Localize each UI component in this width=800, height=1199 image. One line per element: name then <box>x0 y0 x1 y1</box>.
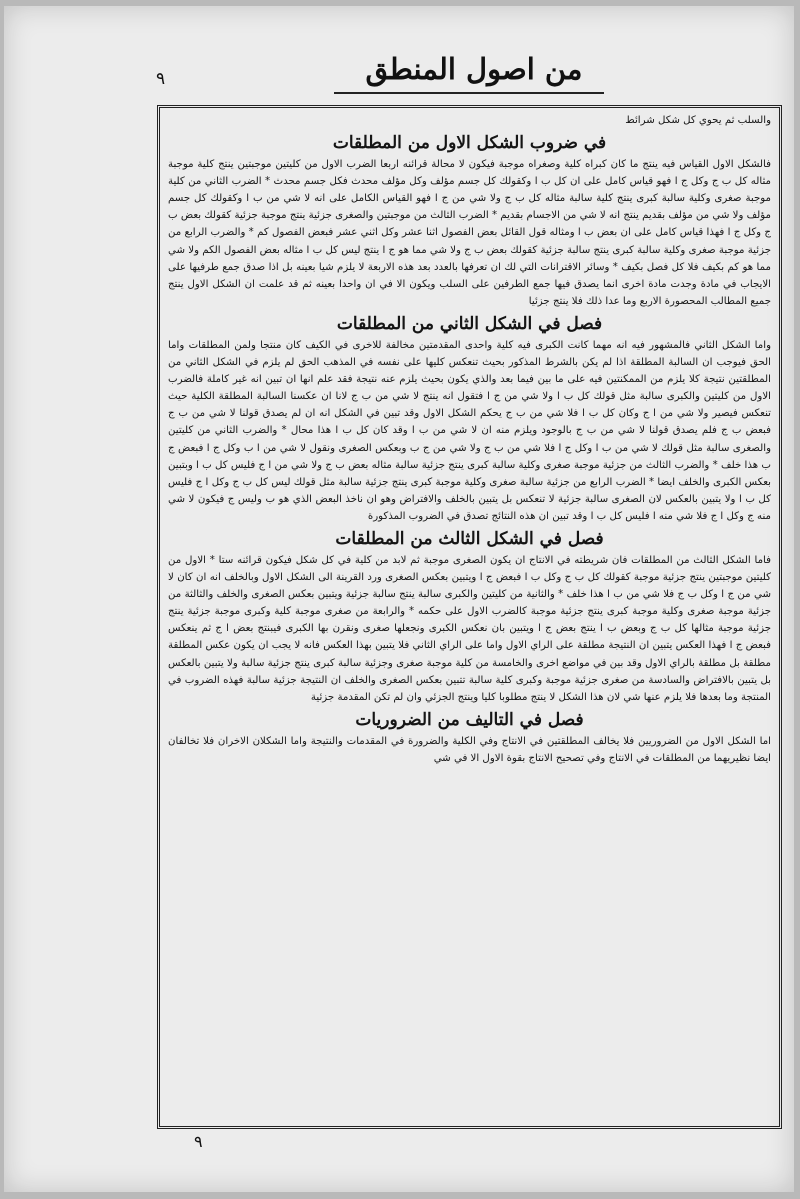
text-frame <box>157 105 782 1129</box>
header-rule <box>334 92 604 94</box>
section-text-third-figure: فاما الشكل الثالث من المطلقات فان شريطته في الانتاج ان يكون الصغرى موجبة ثم لابد من كلية في كل شكل فيكون قرائنه ستا * الاول من كليتين موجبتين ينتج جزئية موجبة كقولك كل ب ج وكل ب ا فبعض ج ا ويتبين بعكس الصغرى ورد القرينة الى الشكل الاول وبالخلف انه ان كان لا شي من ج ا وكل ب ج فلا شي من ب ا هذا خلف * والثانية من كليتين والكبرى سالبة ينتج سالبة جزئية ويتبين بعكس الصغرى والخلف والثالثة من جزئية موجبة صغرى وكلية موجبة كبرى ينتج جزئية موجبة كالضرب الاول على حكمه * والرابعة من صغرى موجبة كلية وكبرى موجبة جزئية ينتج جزئية موجبة مثالها كل ب ج وبعض ب ا ينتج بعض ج ا ويتبين بان نعكس الكبرى ونجعلها صغرى ونقرن بها الكبرى فيبنتج بعض ا ج ثم ينعكس فبعض ج ا فهذا العكس يتبين ان النتيجة مطلقة على الراي الاول واما على الراي الثاني فلا يتبين بهذا العكس فانه لا يجب ان يكون عكس المطلقة مطلقة بل مطلقة بالراي الاول وقد بين في مواضع اخرى والخامسة من كلية موجبة صغرى وجزئية سالبة كبرى ينتج جزئية سالبة ولا يتبين بالعكس بل يتبين بالافتراض والسادسة من صغرى جزئية موجبة وكبرى كلية سالبة تتبين بعكس الصغرى والخلف ان النتيجة جزئية سالبة فهذه الضروب في المنتجة وما بعدها فلا يلزم عنها شي لان هذا الشكل لا ينتج مطلوبا كليا وينتج الجزئي وان لم تكن المقدمة جزئية <box>168 554 771 703</box>
page-number: ٩ <box>156 69 166 89</box>
section-title-first-figure: في ضروب الشكل الاول من المطلقات <box>332 133 607 154</box>
section-text-first-figure: فالشكل الاول القياس فيه ينتج ما كان كبراه كلية وصغراه موجبة فيكون لا محالة قرائنه اربعا الضرب الاول من كليتين موجبتين ينتج كلية موجبة مثاله كل ب ج وكل ج ا فهو قياس كامل على ان كل ب ا وكقولك كل جسم مؤلف وكل مؤلف محدث فكل جسم محدث * الضرب الثاني من كلية موجبة صغرى وكلية سالبة كبرى ينتج كلية سالبة مثاله كل ب ج ولا شي من ج ا فهو القياس الكامل على انه لا شي من ب ا وكقولك كل جسم مؤلف ولا شي من مؤلف بقديم ينتج انه لا شي من الاجسام بقديم * الضرب الثالث من موجبتين والصغرى جزئية ينتج موجبة جزئية كقولك بعض ب ج وكل ج ا فهذا قياس كامل على ان بعض ب ا ومثاله قول القائل بعض الفصول اثنا عشر وكل اثني عشر فبعض الفصول كم * والضرب الرابع من جزئية موجبة صغرى وكلية سالبة كبرى ينتج سالبة جزئية كقولك بعض ب ج ولا شي مما هو ج ا ينتج ليس كل ب ا مثاله بعض الفصول الكم ولا شي مما هو كم بكيف فلا كل فصل بكيف * وسائر الاقترانات التي لك ان تعرفها بالعدد بعد هذه الاربعة لا يلزم شيا بعينه بل اذا صدق جمع طرفيها على الايجاب في مادة وجدت مادة اخرى انما يصدق فيها جمع الطرفين على السلب ويكون الا في ان واحدا بعينه ثم قد علمت ان الشكل الاول ينتج جميع المطالب المحصورة الاربع وما عدا ذلك فلا ينتج جزئيا <box>168 159 771 307</box>
text-body <box>168 112 771 1122</box>
section-title-second-figure: فصل في الشكل الثاني من المطلقات <box>336 313 603 334</box>
intro-line: والسلب ثم يحوي كل شكل شرائط <box>625 115 771 126</box>
section-title-necessary: فصل في التاليف من الضروريات <box>355 709 584 730</box>
section-text-necessary: اما الشكل الاول من الضروريين فلا يخالف المطلقتين في الانتاج وفي الكلية والضرورة في المقدمات والنتيجة واما الشكلان الاخران فلا تخالفان ايضا نظيريهما من المطلقات في الانتاج وفي تصحيح الانتاج بقوة الاول الا في شي <box>168 735 771 764</box>
section-title-third-figure: فصل في الشكل الثالث من المطلقات <box>335 528 604 549</box>
section-text-second-figure: واما الشكل الثاني فالمشهور فيه انه مهما كانت الكبرى فيه كلية واحدى المقدمتين مخالفة للاخرى في الكيف كان منتجا ولمن المطلقات واما الحق فيوجب ان السالبة المطلقة اذا لم يكن بالشرط المذكور بحيث تنعكس كليها على نفسه في المذهب الحق لم يلزم في الشكل الثاني من المطلقتين نتيجة كلا يلزم من الممكنتين فيه على ما بين فيما بعد والذي يكون بحيث يلزم عنه نتيجة فقد علم انها ان تبين انه غير كاملة فالضرب الاول من كليتين والكبرى سالبة مثل قولك كل ب ا ولا شي من ج ا فتقول انه ينتج لا شي من ب ج لانا ان عكسنا السالبة المطلقة الكلية حيث تنعكس فيصير ولا شي من ا ج وكان كل ب ا فلا شي من ب ج يحكم الشكل الاول وقد تبين في الشكل انه ان لم يصدق قولنا لا شي من ب ج فبعض ب ج فلم يصدق قولنا لا شي من ب ج بالوجود ويلزم منه ان لا شي من ب ا وقد كان كل ب ا هذا محال * والضرب الثاني من كليتين والصغرى سالبة مثل قولك لا شي من ب ا وكل ج ا فلا شي من ب ج ولا شي من ج ب وبعكس الصغرى ونقول لا شي من ا ب وكل ج ا فبعض ج ب هذا خلف * والضرب الثالث من جزئية موجبة صغرى وكلية سالبة كبرى ينتج جزئية سالبة مثاله بعض ب ج ولا شي من ا ج فليس كل ب ا وبتبين بعكس الكبرى والخلف ايضا * الضرب الرابع من جزئية سالبة صغرى وكلية موجبة كبرى ينتج جزئية سالبة مثل قولك ليس كل ب ج وكل ا ج فليس كل ب ا ولا يتبين بالعكس لان الصغرى سالبة جزئية لا تنعكس بل يتبين بالخلف والافتراض وهو ان ناخذ البعض الذي هو ب وليس ج فيكون لا شي منه ج وكل ا ج فلا شي منه ا فليس كل ب ا وقد تبين ان هذه النتائج تصدق في الضروب المذكورة <box>168 339 771 522</box>
book-page <box>4 6 794 1192</box>
running-head: من اصول المنطق <box>365 52 583 86</box>
sheet-signature: ٩ <box>194 1132 203 1151</box>
